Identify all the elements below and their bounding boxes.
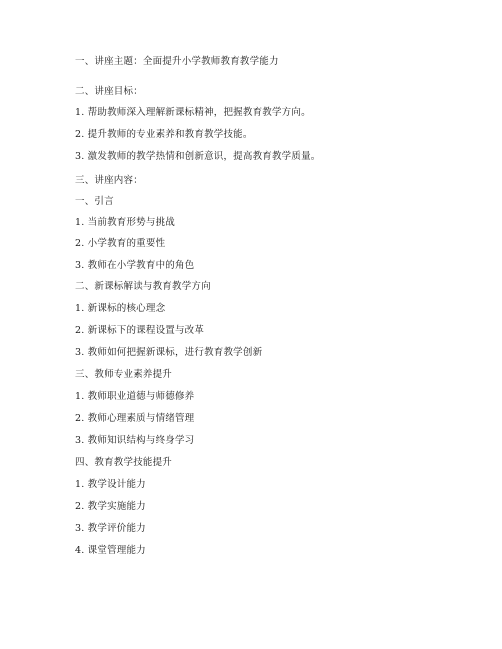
section-heading-content: 三、讲座内容： — [75, 175, 143, 186]
list-item: 3. 教师知识结构与终身学习 — [75, 435, 195, 446]
list-item: 2. 教师心理素质与情绪管理 — [75, 413, 195, 424]
list-item: 1. 教学设计能力 — [75, 479, 146, 490]
list-item: 1. 教师职业道德与师德修养 — [75, 391, 195, 402]
subsection-heading-professional: 三、教师专业素养提升 — [75, 369, 173, 380]
list-item: 3. 教师如何把握新课标，进行教育教学创新 — [75, 347, 263, 358]
list-item: 3. 教学评价能力 — [75, 523, 146, 534]
objective-item-3: 3. 激发教师的教学热情和创新意识，提高教育教学质量。 — [75, 151, 321, 162]
list-item: 3. 教师在小学教育中的角色 — [75, 260, 195, 271]
objective-item-2: 2. 提升教师的专业素养和教育教学技能。 — [75, 129, 253, 140]
list-item: 2. 教学实施能力 — [75, 501, 146, 512]
list-item: 1. 新课标的核心理念 — [75, 303, 166, 314]
subsection-heading-curriculum: 二、新课标解读与教育教学方向 — [75, 281, 211, 292]
list-item: 4. 课堂管理能力 — [75, 545, 146, 556]
list-item: 2. 新课标下的课程设置与改革 — [75, 325, 205, 336]
objective-item-1: 1. 帮助教师深入理解新课标精神，把握教育教学方向。 — [75, 107, 311, 118]
section-heading-objectives: 二、讲座目标： — [75, 86, 143, 97]
list-item: 1. 当前教育形势与挑战 — [75, 217, 175, 228]
subsection-heading-introduction: 一、引言 — [75, 196, 114, 207]
list-item: 2. 小学教育的重要性 — [75, 238, 166, 249]
subsection-heading-skills: 四、教育教学技能提升 — [75, 457, 173, 468]
lecture-topic: 一、讲座主题：全面提升小学教师教育教学能力 — [75, 56, 279, 67]
